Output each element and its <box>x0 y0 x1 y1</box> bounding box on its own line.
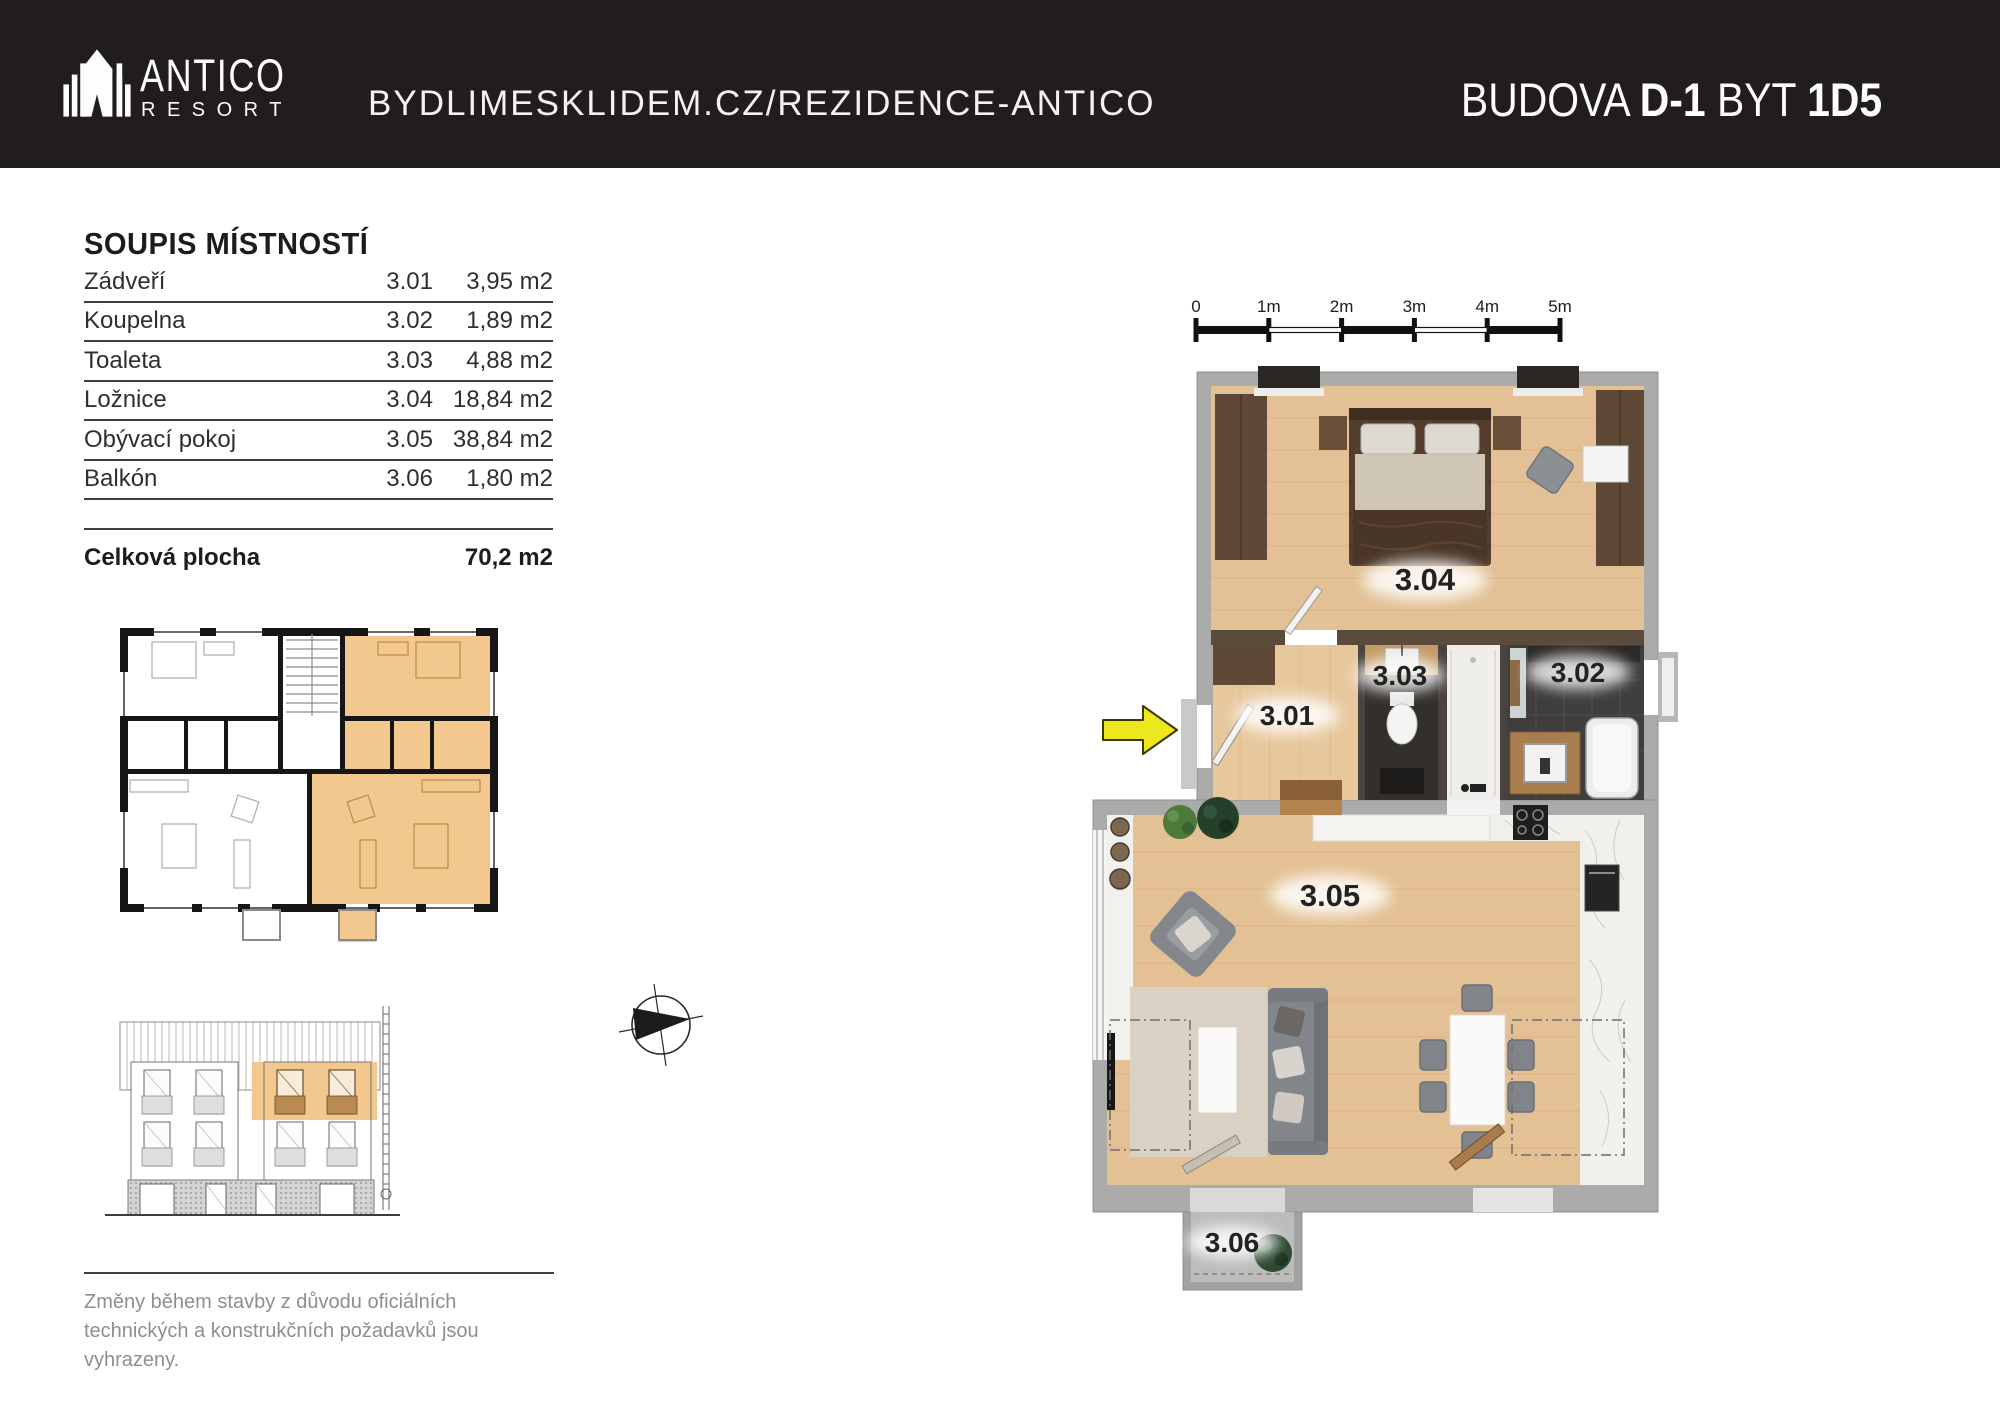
room-label-302: 3.02 <box>1550 657 1606 688</box>
elevation-drawing <box>84 996 544 1236</box>
apartment-title <box>1461 72 1882 127</box>
room-number: 3.05 <box>386 425 433 453</box>
room-area: 1,80 m2 <box>466 465 553 493</box>
table-row <box>84 303 553 343</box>
elevation-highlight <box>252 1062 377 1120</box>
scale-label: 0 <box>1191 297 1201 316</box>
building-value: D-1 <box>1639 73 1706 126</box>
scale-bar <box>1180 282 1580 352</box>
overview-plan <box>84 612 514 957</box>
room-name: Balkón <box>84 465 158 493</box>
compass-icon <box>600 958 730 1088</box>
room-label-303: 3.03 <box>1372 660 1428 691</box>
disclaimer-text: Změny během stavby z důvodu oficiálních technických a konstrukčních požadavků jsou vyhrazeny. <box>84 1291 479 1371</box>
overview-balcony-left <box>243 910 280 940</box>
scale-label: 5m <box>1548 297 1572 316</box>
room-number: 3.04 <box>386 386 433 414</box>
room-label-305: 3.05 <box>1299 878 1361 913</box>
scale-label: 3m <box>1402 297 1427 316</box>
interior-wall <box>1211 630 1644 645</box>
room-number: 3.02 <box>386 307 433 335</box>
entrance-arrow-icon <box>1103 706 1177 754</box>
room-name: Obývací pokoj <box>84 425 237 453</box>
table-row <box>84 263 553 303</box>
unit-value: 1D5 <box>1806 73 1882 126</box>
room-area: 3,95 m2 <box>466 267 553 295</box>
elevation-ground-floor <box>128 1180 374 1215</box>
site-url-link[interactable]: BYDLIMESKLIDEM.CZ/REZIDENCE-ANTICO <box>368 84 1156 123</box>
brand-logo-icon <box>62 44 132 122</box>
room-list-title: SOUPIS MÍSTNOSTÍ <box>84 226 369 261</box>
room-area: 1,89 m2 <box>466 307 553 335</box>
overview-staircase <box>286 634 338 716</box>
total-row <box>84 528 553 572</box>
building-label: BUDOVA <box>1460 73 1629 126</box>
room-area: 38,84 m2 <box>452 425 553 453</box>
room-table <box>84 263 553 500</box>
room-number: 3.03 <box>386 346 433 374</box>
room-living <box>1107 797 1644 1185</box>
partition-wall <box>1500 645 1508 800</box>
room-label-306: 3.06 <box>1204 1227 1260 1258</box>
table-row <box>84 382 553 422</box>
room-area: 4,88 m2 <box>466 346 553 374</box>
scale-label: 2m <box>1329 297 1354 316</box>
total-label: Celková plocha <box>84 544 261 571</box>
room-label-304: 3.04 <box>1394 562 1456 597</box>
unit-label: BYT <box>1716 73 1796 126</box>
scale-label: 4m <box>1475 297 1500 316</box>
room-number: 3.01 <box>386 267 433 295</box>
room-label-301: 3.01 <box>1259 700 1315 731</box>
total-area: 70,2 m2 <box>464 544 553 571</box>
room-name: Ložnice <box>84 386 167 414</box>
table-row <box>84 461 553 501</box>
table-row <box>84 421 553 461</box>
header-bar <box>0 0 2000 168</box>
room-name: Koupelna <box>84 307 186 335</box>
room-name: Toaleta <box>84 346 162 374</box>
elevation-ladder <box>381 1006 391 1210</box>
disclaimer-divider <box>84 1272 554 1274</box>
room-number: 3.06 <box>386 465 433 493</box>
scale-label: 1m <box>1256 297 1281 316</box>
table-row <box>84 342 553 382</box>
floor-plan <box>1080 360 1680 1305</box>
overview-balcony-right <box>339 910 376 940</box>
highlighted-unit <box>310 632 494 942</box>
room-area: 18,84 m2 <box>452 386 553 414</box>
brand-subname: RESORT <box>141 99 293 121</box>
room-name: Zádveří <box>84 267 166 295</box>
room-shower <box>1447 645 1500 800</box>
overview-furniture-left <box>130 642 259 888</box>
brand-name: ANTICO <box>140 50 286 101</box>
